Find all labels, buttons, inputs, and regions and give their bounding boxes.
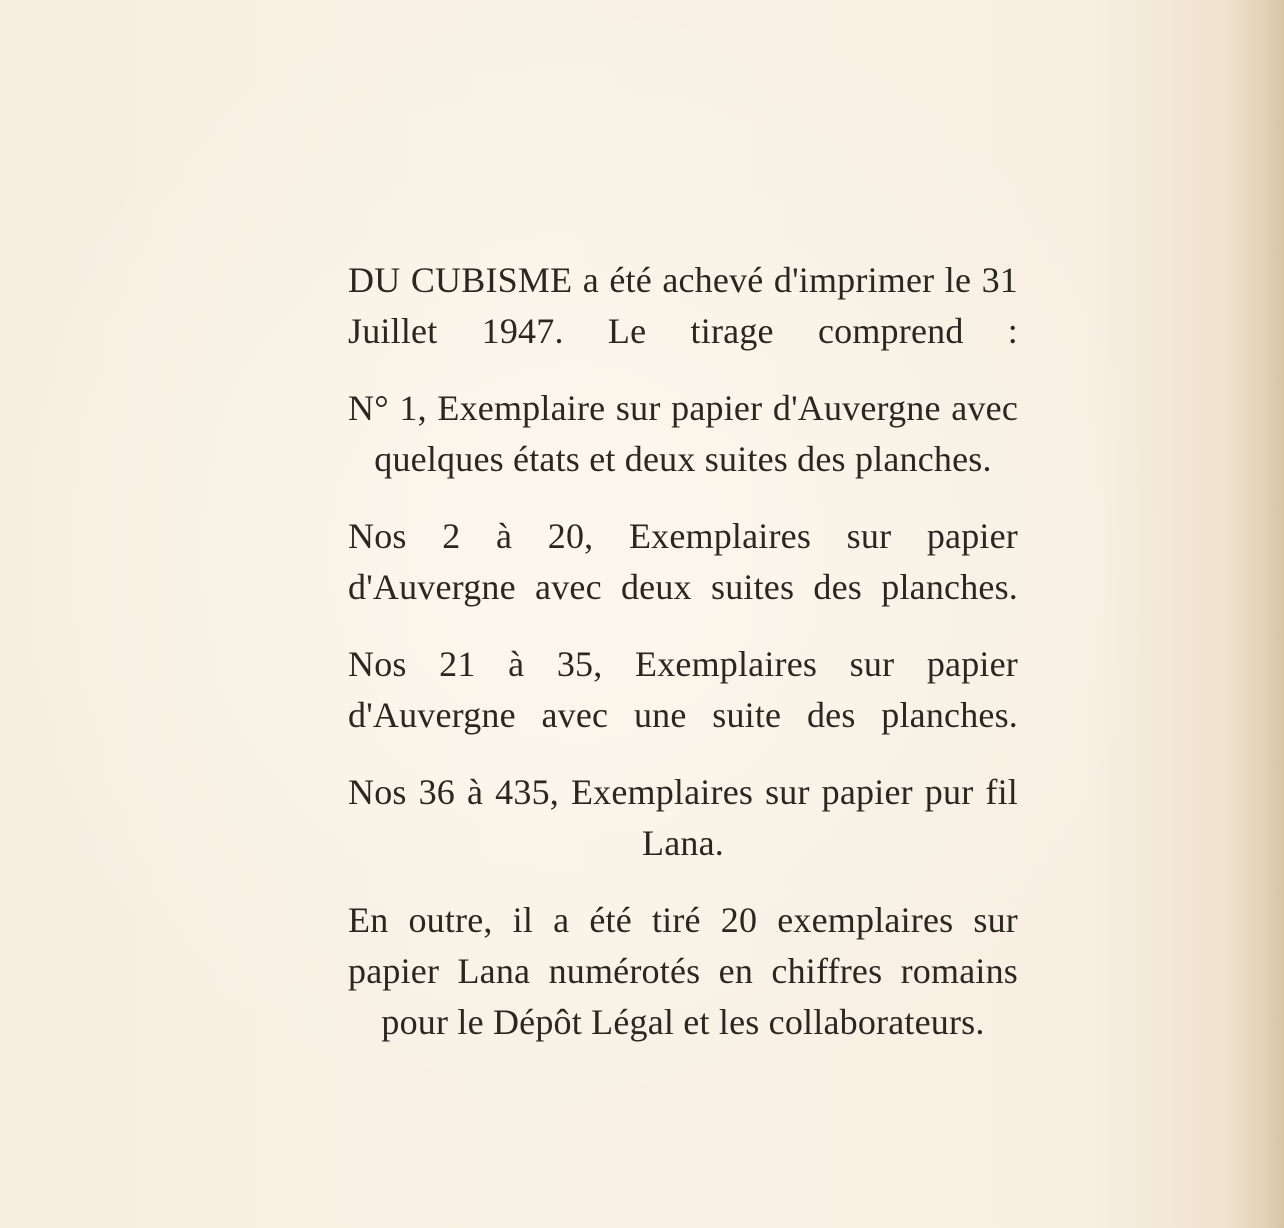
edition-nos-2-20: Nos 2 à 20, Exemplaires sur papier d'Auvergne avec deux suites des planches.	[348, 516, 1018, 607]
page-edge-shadow	[1224, 0, 1284, 1228]
additional-copies-note: En outre, il a été tiré 20 exemplaires sur papier Lana numérotés en chiffres romains pour le Dépôt Légal et les collaborateurs.	[348, 900, 1018, 1042]
edition-no-1: N° 1, Exemplaire sur papier d'Auvergne avec quelques états et deux suites des planches.	[348, 388, 1018, 479]
colophon-intro: DU CUBISME a été achevé d'imprimer le 31 Juillet 1947. Le tirage comprend :	[348, 260, 1018, 351]
edition-nos-36-435: Nos 36 à 435, Exemplaires sur papier pur fil Lana.	[348, 772, 1018, 863]
edition-nos-21-35: Nos 21 à 35, Exemplaires sur papier d'Auvergne avec une suite des planches.	[348, 644, 1018, 735]
colophon-text	[348, 255, 1018, 1048]
